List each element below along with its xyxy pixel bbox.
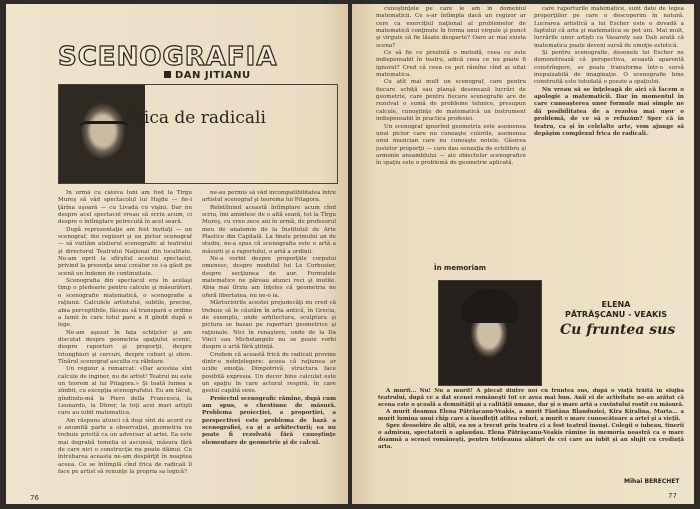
paragraph: Scenografia din spectacol era în acelaşi timp o pledoarie pentru calcule şi măsurători, o scenografie matematică, o scenografie a raţiunii. Calculele artistului, subtile, precise, abia perceptibile, făceau să transpară o ordine a lumii în care totul pare a fi gîndit după o lege. bbox=[58, 278, 192, 329]
paragraph: Ne-a vorbit despre proporţiile corpului omenesc, despre modulul lui Le Corbusier, despre secţiunea de aur. Formulele matematice ne păreau atunci reci şi inutile. Abia mai tîrziu am înţeles că geometria ne oferă libertatea, nu ne-o ia. bbox=[202, 256, 336, 299]
memoriam-name-line1: ELENA bbox=[601, 300, 631, 309]
paragraph: Am răspuns atunci că deşi sînt de acord cu o anumită parte a observaţiei, geometria nu trebuie privită ca un adversar al artei. Ea este mai degrabă temelia ei ascunsă, măsura fără de care nici o construcţie nu poate dăinui. Cu întrebarea aceasta ne-am despărţit în noaptea aceea. Ce se întîmplă cînd frica de radicali îl face pe artist să renunţe la propria sa logică? bbox=[58, 417, 192, 476]
memoriam-name-line2: PĂTRĂŞCANU - VEAKIS bbox=[565, 310, 667, 319]
signature: Mihai BERECHET bbox=[624, 478, 680, 485]
paragraph: Mărturisirile acestei prejudecăţi nu cred că trebuie să le căutăm în arta antică, în Grecia, de exemplu, unde arhitectura, sculptura şi pictura se bazau pe raporturi geometrice şi raţionale. Nici în renaştere, unde de la Da Vinci sau Michelangelo nu se poate vorbi despre o artă fără ştiinţă. bbox=[202, 300, 336, 351]
right-page bbox=[352, 4, 694, 504]
right-column-2 bbox=[534, 6, 684, 252]
section-title: SCENOGRAFIA bbox=[58, 42, 278, 72]
memoriam-heading: În memoriam bbox=[434, 264, 487, 272]
paragraph: Ne-am aşezat în faţa schiţelor şi am discutat despre geometria spaţiului scenic, despre raporturi şi proporţii, despre triunghiuri şi cercuri, despre cuburi şi sfere. Tînărul scenograf asculta cu răbdare. bbox=[58, 329, 192, 365]
paragraph: Reîntîlnind această întîmplare acum cînd scriu, îmi amintesc de o altă seară, tot la Tîrgu Mureş, cu vreo zece ani în urmă, de profesorul meu de anatomie de la Institutul de Arte Plastice din Capitală. La finele primului an de studiu, ne-a spus că scenografia este o artă a măsurii şi a raportului, o artă a ordinii. bbox=[202, 204, 336, 255]
paragraph: După reprezentaţie am fost invitaţi — un scenograf, doi regizori şi un pictor scenograf — să vizităm atelierul scenografic al teatrului şi directorul Teatrului Naţional din localitate. Ne-am oprit la sfîrşitul acestui spectacol, privind la prezenţa unui creator ce i-a găsit pe scenă un îndemn de continuitate. bbox=[58, 226, 192, 277]
paragraph: Spre deosebire de alţii, ea nu a trecut prin teatru ci a fost teatrul însuşi. Colegii o iubeau, tinerii o admirau, spectatorii o aplaudau. Elena Pătrăşcanu-Veakis rămîne în memoria noastră ca o mare doamnă a scenei româneşti, pentru totdeauna alături de cei care au iubit şi au slujit cu credinţă arta. bbox=[378, 423, 684, 450]
paragraph: Credem că această frică de radicali provine dintr-o neînţelegere: aceea că raţiunea ar ucide emoţia. Dimpotrivă, structura face posibilă expresia. Un decor bine calculat este un spaţiu în care actorul respiră, în care gestul capătă sens. bbox=[202, 351, 336, 395]
paragraph: A murit doamna Elena Pătrăşcanu-Veakis, a murit Fântâna Blanduziei, Kira Kiralina, Marta... a murit lumina unui chip care a însufleţit atîtea roluri, a murit o mare cunoscătoare a artei şi a vieţii. bbox=[378, 409, 684, 422]
article-title: Frica de radicali bbox=[124, 108, 266, 128]
paragraph: cunoştinţele pe care le am în domeniul matematicii. Ce s-ar întîmpla dacă un regizor ar cere ca exerciţiul naţional al problemelor de matematică conţinute în forma unui virgule şi punct şi virgule să fie lăsate deoparte? Oare ar mai exista scena? bbox=[376, 6, 526, 49]
paragraph: Un scenograf ignorînd geometria este asemenea unui pictor care nu cunoaşte culorile, asemenea unui muzician care nu cunoaşte notele. Găsirea justelor proporţii — care dau senzaţia de echilibru şi armonie ansamblului — ale obiectelor scenografice în spaţiu este o problemă de geometrie aplicată. bbox=[376, 123, 526, 167]
paragraph: În urmă cu câteva luni am fost la Tîrgu Mureş să văd spectacolul lui Hajdu — fie-i ţărîna uşoară — cu Livada cu vişini. Dar nu despre acel spectacol vreau să scriu acum, ci despre o întîmplare petrecută în acel seară. bbox=[58, 190, 192, 226]
glasses-shape bbox=[79, 121, 129, 138]
memoriam-portrait bbox=[438, 280, 542, 386]
paragraph: Proiectul scenografic rămîne, după cum am spus, o chestiune de măsură. Problema proiecţiei, a proporţiei, a perspectivei este problema de bază a scenografiei, ca şi a arhitecturii; ea nu poate fi rezolvată fără cunoştinţe elementare de geometrie şi de calcul. bbox=[202, 395, 336, 446]
left-column-2 bbox=[202, 190, 336, 488]
hair-shape bbox=[461, 289, 519, 323]
left-column-1 bbox=[58, 190, 192, 488]
right-column-1 bbox=[376, 6, 526, 252]
author-name: DAN JITIANU bbox=[164, 70, 251, 81]
memoriam-name bbox=[552, 300, 680, 320]
paragraph: Un regizor a remarcat: «Dar acestea sînt calcule de inginer, nu de artist! Teatrul nu este un teorem al lui Pitagora.» Şi toată lumea a zîmbit, cu excepţia scenografului. Eu am tăcut, gîndindu-mă la Piero della Francesca, la Leonardo, la Dürer, la toţi acei mari artişti care au iubit matematica. bbox=[58, 366, 192, 417]
paragraph: Cu atît mai mult un scenograf, care pentru fiecare schiţă sau planşă desenează lucrări de geometrie, care pentru fiecare scenografie are de rezolvat o sumă de probleme tehnice, presupun calcule, cunoştinţe de matematică un instrument indispensabil în practica profesiei. bbox=[376, 79, 526, 123]
left-page bbox=[6, 4, 348, 504]
paragraph: care raporturile matematice, sunt date de legea proporţiilor pe care o descoperim în natură. Lucrarea artistică a lui Escher este o dovadă a faptului că arta şi matematica se pot uni. Mai mult, lucrările unor artişti ca Vasarely sau Dali arată că matematica poate deveni sursă de emoţie estetică. bbox=[534, 6, 684, 49]
paragraph: Şi pentru scenografie, desenele lui Escher ne demonstrează că perspectiva, această aparentă constrîngere, se poate transforma într-o sursă inepuizabilă de imaginaţie. O scenografie bine construită este totodată o poezie a spaţiului. bbox=[534, 50, 684, 86]
page-number: 76 bbox=[30, 494, 39, 502]
memoriam-text bbox=[378, 388, 684, 474]
page-number: 77 bbox=[668, 492, 677, 500]
header-box bbox=[58, 84, 338, 184]
paragraph: Nu vreau să se înţeleagă de aici că facem o apologie a matematicii. Dar în momentul în care cunoaşterea unor formule mai simple ne dă posibilitatea de a rezolva mai uşor o problemă, de ce să o refuzăm? Sper că în teatru, ca şi în celelalte arte, vom ajunge să depăşim complexul frica de radicali. bbox=[534, 86, 684, 137]
paragraph: Ce să fie ce prezintă o metodă, ceea ce este indispensabil în teatru, adică ceea ce nu poate fi ignorat? Cred că ceea ce pot rămîne cînd ai uitat matematica. bbox=[376, 50, 526, 79]
memoriam-title: Cu fruntea sus bbox=[560, 322, 676, 338]
paragraph: ne-au permis să văd incompatibilitatea între artistul scenograf şi teorema lui Pitagora. bbox=[202, 190, 336, 204]
paragraph: A murit... Nu! Nu a murit! A plecat dintre noi cu fruntea sus, după o viaţă trăită în slujba teatrului, după ce a dat scenei româneşti tot ce avea mai bun. Anii ei de activitate ne-au arătat că scena este o şcoală a demnităţii şi a calităţii umane, dar şi o mare artă a cuvîntului rostit cu măsură. bbox=[378, 388, 684, 408]
author-portrait bbox=[59, 85, 145, 183]
